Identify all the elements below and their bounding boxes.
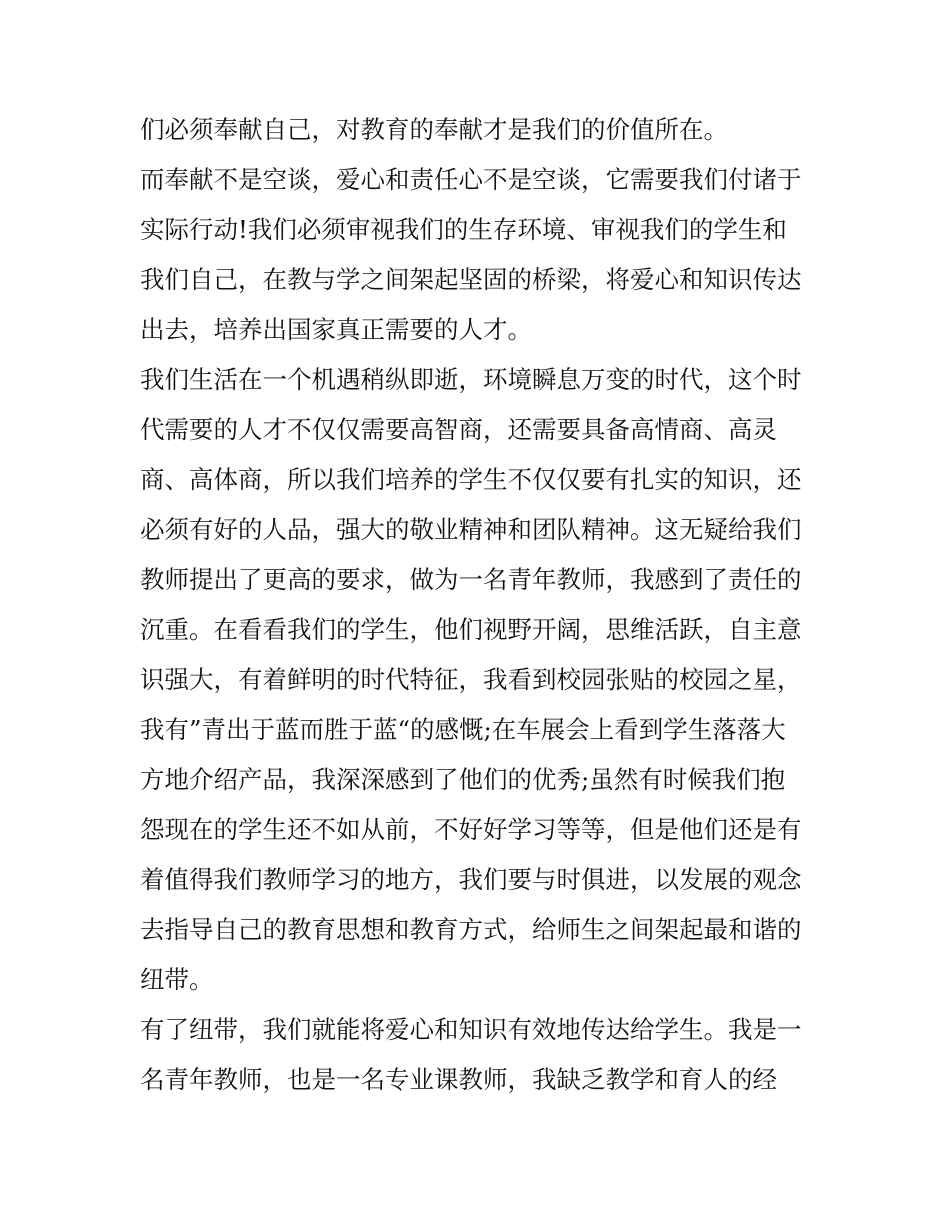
text-line: 商、高体商，所以我们培养的学生不仅仅要有扎实的知识，还 xyxy=(140,465,802,494)
text-line: 出去，培养出国家真正需要的人才。 xyxy=(140,315,532,344)
text-line: 教师提出了更高的要求，做为一名青年教师，我感到了责任的 xyxy=(140,565,802,594)
text-line: 着值得我们教师学习的地方，我们要与时俱进，以发展的观念 xyxy=(140,865,802,894)
text-line: 必须有好的人品，强大的敬业精神和团队精神。这无疑给我们 xyxy=(140,515,802,544)
text-line: 去指导自己的教育思想和教育方式，给师生之间架起最和谐的 xyxy=(140,915,802,944)
text-line: 方地介绍产品，我深深感到了他们的优秀;虽然有时候我们抱 xyxy=(140,765,786,794)
text-line: 代需要的人才不仅仅需要高智商，还需要具备高情商、高灵 xyxy=(140,415,777,444)
text-line: 沉重。在看看我们的学生，他们视野开阔，思维活跃，自主意 xyxy=(140,615,802,644)
text-line: 我有”青出于蓝而胜于蓝“的感慨;在车展会上看到学生落落大 xyxy=(140,715,786,744)
text-line: 们必须奉献自己，对教育的奉献才是我们的价值所在。 xyxy=(140,115,728,144)
text-line: 名青年教师，也是一名专业课教师，我缺乏教学和育人的经 xyxy=(140,1065,777,1094)
text-line: 纽带。 xyxy=(140,965,214,994)
text-line: 实际行动!我们必须审视我们的生存环境、审视我们的学生和 xyxy=(140,215,787,244)
text-line: 我们自己，在教与学之间架起坚固的桥梁，将爱心和知识传达 xyxy=(140,265,802,294)
text-line: 而奉献不是空谈，爱心和责任心不是空谈，它需要我们付诸于 xyxy=(140,165,802,194)
text-line: 我们生活在一个机遇稍纵即逝，环境瞬息万变的时代，这个时 xyxy=(140,365,802,394)
text-line: 识强大，有着鲜明的时代特征，我看到校园张贴的校园之星， xyxy=(140,665,802,694)
text-line: 有了纽带，我们就能将爱心和知识有效地传达给学生。我是一 xyxy=(140,1015,802,1044)
text-line: 怨现在的学生还不如从前，不好好学习等等，但是他们还是有 xyxy=(140,815,802,844)
